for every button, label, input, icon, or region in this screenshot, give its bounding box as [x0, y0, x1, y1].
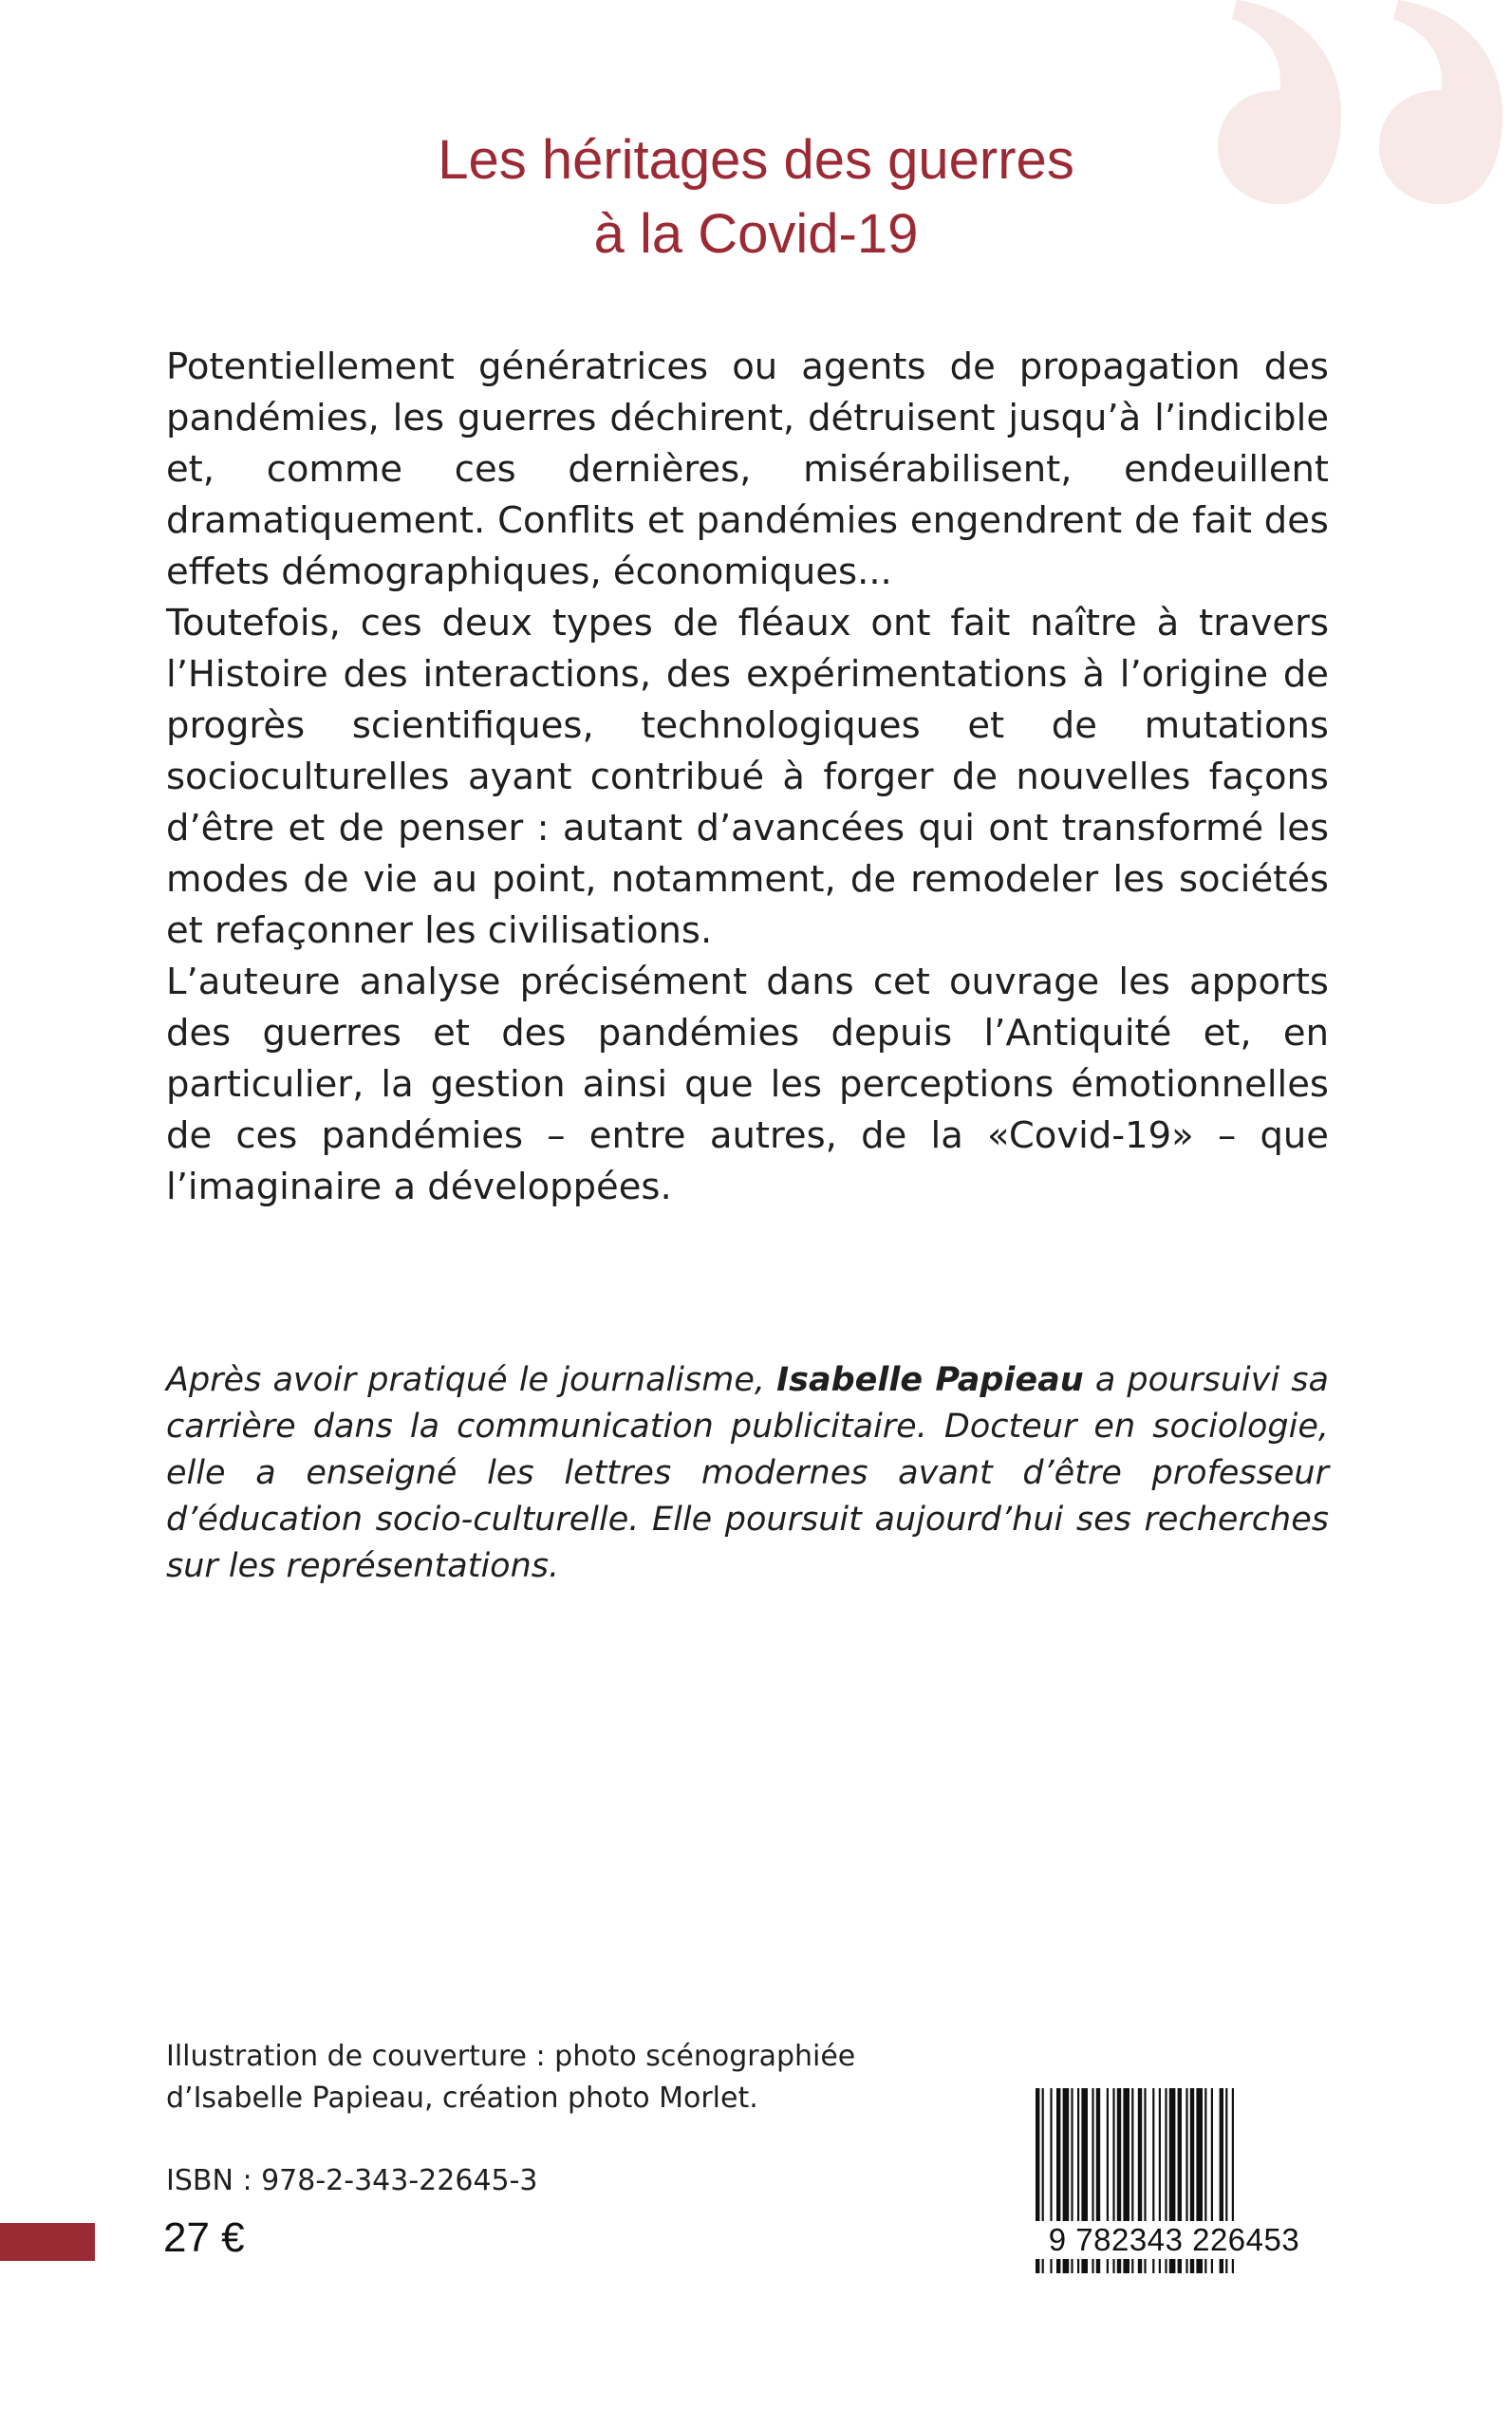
blurb-paragraph-1: Potentiellement génératrices ou agents de propagation des pandémies, les guerres déchirent, détruisent jusqu’à l’indicible et, comme ces dernières, misérabilisent, endeuillent dramatiquement. Conflits et pandémies engendrent de fait des effets démographiques, économiques... [166, 345, 1329, 593]
blurb-paragraph-3: L’auteure analyse précisément dans cet ouvrage les apports des guerres et des pandémies depuis l’Antiquité et, en particulier, la gestion ainsi que les perceptions émotionnelles de ces pandémies – entre autres, de la «Covid-19» – que l’imaginaire a développées. [166, 961, 1329, 1208]
back-cover-blurb [166, 342, 1329, 1213]
author-bio-text: a poursuivi sa carrière dans la communication publicitaire. Docteur en sociologie, elle a enseigné les lettres modernes avant d’être professeur d’éducation socio-culturelle. Elle poursuit aujourd’hui ses recherches sur les représentations. [166, 1361, 1329, 1585]
cover-illustration-credit [166, 2036, 973, 2120]
credit-line-2: d’Isabelle Papieau, création photo Morlet. [166, 2082, 758, 2115]
author-bio [166, 1357, 1329, 1590]
book-title-line-2: à la Covid-19 [593, 203, 919, 265]
price: 27 € [163, 2214, 245, 2261]
price-accent-bar [0, 2223, 95, 2261]
author-bio-intro: Après avoir pratiqué le journalisme, [166, 1361, 777, 1399]
credit-line-1: Illustration de couverture : photo scénographiée [166, 2040, 856, 2073]
book-title-line-1: Les héritages des guerres [438, 129, 1074, 191]
book-title [0, 123, 1512, 271]
barcode-digits: 9 782343 226453 [1032, 2221, 1316, 2259]
blurb-paragraph-2: Toutefois, ces deux types de fléaux ont fait naître à travers l’Histoire des interactions, des expérimentations à l’origine de progrès scientifiques, technologiques et de mutations socioculturelles ayant contribué à forger de nouvelles façons d’être et de penser : autant d’avancées qui ont transformé les modes de vie au point, notamment, de remodeler les sociétés et refaçonner les civilisations. [166, 602, 1329, 952]
author-name: Isabelle Papieau [776, 1361, 1084, 1399]
isbn: ISBN : 978-2-343-22645-3 [166, 2164, 538, 2197]
